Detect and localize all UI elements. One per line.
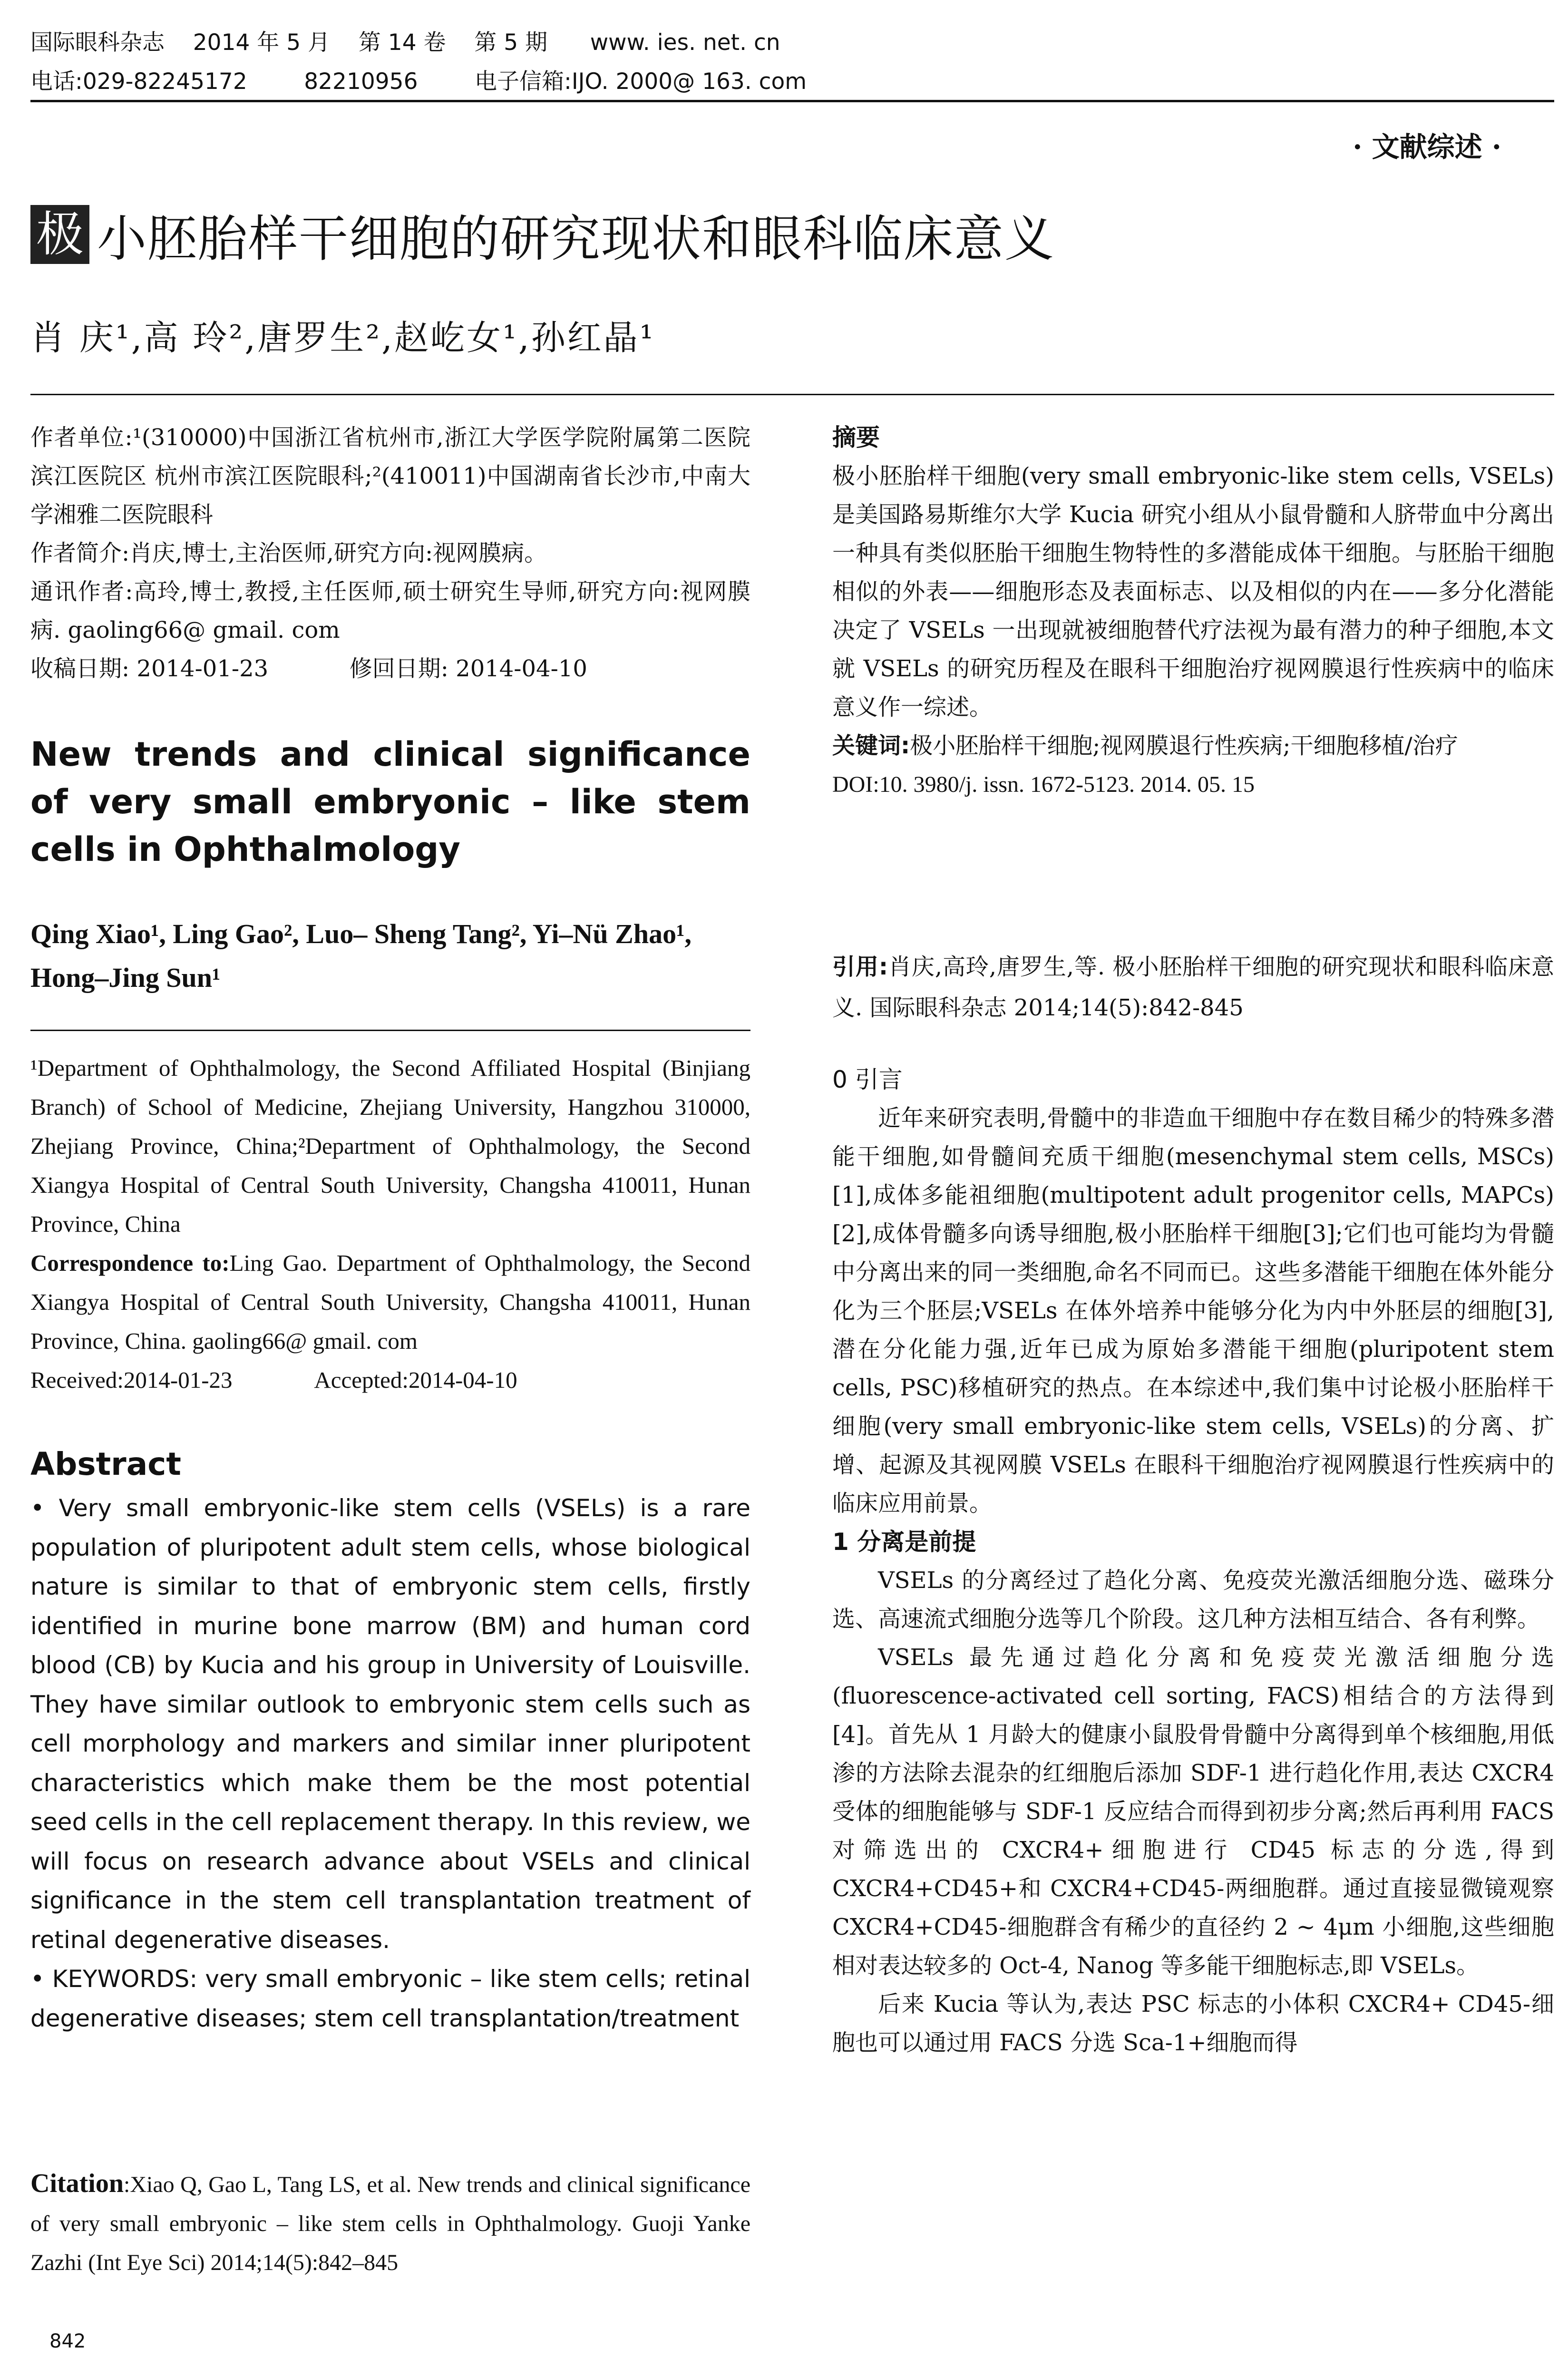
- abstract-body-cn: 极小胚胎样干细胞(very small embryonic-like stem cells, VSELs)是美国路易斯维尔大学 Kucia 研究小组从小鼠骨髓和人脐带血中分离出一种具有类似胚胎干细胞生物特性的多潜能成体干细胞。与胚胎干细胞相似的外表——细胞形态及表面标志、以及相似的内在——多分化潜能决定了 VSELs 一出现就被细胞替代疗法视为最有潜力的种子细胞,本文就 VSELs 的研究历程及在眼科干细胞治疗视网膜退行性疾病中的临床意义作一综述。: [832, 463, 1554, 721]
- english-correspondence: [30, 1244, 750, 1361]
- author-intro-cn: 作者简介:肖庆,博士,主治医师,研究方向:视网膜病。: [30, 540, 547, 566]
- english-authors: Qing Xiao¹, Ling Gao², Luo– Sheng Tang², Yi–Nü Zhao¹, Hong–Jing Sun¹: [30, 918, 692, 993]
- page-number: 842: [49, 2330, 86, 2352]
- intro-paragraph: 近年来研究表明,骨髓中的非造血干细胞中存在数目稀少的特殊多潜能干细胞,如骨髓间充质干细胞(mesenchymal stem cells, MSCs)[1],成体多能祖细胞(multipotent adult progenitor cells, MAPCs)[2],成体骨髓多向诱导细胞,极小胚胎样干细胞[3];它们也可能均为骨髓中分离出来的同一类细胞,命名不同而已。这些多潜能干细胞在体外能分化为三个胚层;VSELs 在体外培养中能够分化为内中外胚层的细胞[3],潜在分化能力强,近年已成为原始多潜能干细胞(pluripotent stem cells, PSC)移植研究的热点。在本综述中,我们集中讨论极小胚胎样干细胞(very small embryonic-like stem cells, VSELs)的分离、扩增、起源及其视网膜 VSELs 在眼科干细胞治疗视网膜退行性疾病中的临床应用前景。: [832, 1105, 1554, 1517]
- citation-label-cn: 引用:: [832, 954, 888, 980]
- title-rule: [30, 394, 1554, 395]
- citation-en: [30, 2164, 750, 2282]
- abstract-body-en: • Very small embryonic-like stem cells (VSELs) is a rare population of pluripotent adult stem cells, whose biological nature is similar to that of embryonic stem cells, firstly identified in murine bone marrow (BM) and human cord blood (CB) by Kucia and his group in University of Louisville. They have similar outlook to embryonic stem cells such as cell morphology and markers and similar inner pluripotent characteristics which make them be the most potential seed cells in the cell replacement therapy. In this review, we will focus on research advance about VSELs and clinical significance in the stem cell transplantation treatment of retinal degenerative diseases.: [30, 1494, 750, 1954]
- revised-date-cn: 修回日期: 2014-04-10: [349, 655, 587, 682]
- keywords-cn: [832, 727, 1554, 765]
- intro-heading: 0 引言: [832, 1066, 903, 1093]
- correspondence-label: Correspondence to:: [30, 1250, 230, 1276]
- keywords-text-cn: 极小胚胎样干细胞;视网膜退行性疾病;干细胞移植/治疗: [910, 732, 1458, 759]
- citation-text-en: :Xiao Q, Gao L, Tang LS, et al. New trends and clinical significance of very small embryonic – like stem cells in Ophthalmology. Guoji Yanke Zazhi (Int Eye Sci) 2014;14(5):842–845: [30, 2172, 750, 2275]
- english-title: New trends and clinical significance of very small embryonic – like stem cells in Ophthalmology: [30, 735, 750, 869]
- citation-text-cn: 肖庆,高玲,唐罗生,等. 极小胚胎样干细胞的研究现状和眼科临床意义. 国际眼科杂志 2014;14(5):842-845: [832, 954, 1554, 1021]
- correspondence-text: Ling Gao. Department of Ophthalmology, the Second Xiangya Hospital of Central South University, Changsha 410011, Hunan Province, China. gaoling66@ gmail. com: [30, 1250, 750, 1354]
- english-dates: [30, 1361, 750, 1400]
- abstract-heading-cn: 摘要: [832, 424, 880, 451]
- authors-cn: 肖 庆¹,高 玲²,唐罗生²,赵屹女¹,孙红晶¹: [30, 318, 655, 358]
- authors-rule: [30, 1030, 750, 1031]
- correspondence-cn: 通讯作者:高玲,博士,教授,主任医师,硕士研究生导师,研究方向:视网膜病. gaoling66@ gmail. com: [30, 578, 750, 643]
- title-first-char: 极: [30, 205, 89, 264]
- dates-cn: [30, 650, 750, 688]
- abstract-en: [30, 1489, 750, 2038]
- keywords-en: • KEYWORDS: very small embryonic – like stem cells; retinal degenerative diseases; stem cell transplantation/treatment: [30, 1965, 750, 2032]
- section-tag: · 文献综述 ·: [1353, 131, 1501, 163]
- section1-paragraph-2: VSELs 最先通过趋化分离和免疫荧光激活细胞分选(fluorescence-activated cell sorting, FACS)相结合的方法得到[4]。首先从 1 月龄大的健康小鼠股骨骨髓中分离得到单个核细胞,用低渗的方法除去混杂的红细胞后添加 SDF-1 进行趋化作用,表达 CXCR4 受体的细胞能够与 SDF-1 反应结合而得到初步分离;然后再利用 FACS 对筛选出的 CXCR4+细胞进行 CD45 标志的分选,得到 CXCR4+CD45+和 CXCR4+CD45-两细胞群。通过直接显微镜观察 CXCR4+CD45-细胞群含有稀少的直径约 2 ~ 4μm 小细胞,这些细胞相对表达较多的 Oct-4, Nanog 等多能干细胞标志,即 VSELs。: [832, 1644, 1554, 1979]
- author-info-cn: [30, 419, 750, 688]
- abstract-heading-en: Abstract: [30, 1446, 181, 1482]
- accepted-date-en: Accepted:2014-04-10: [314, 1367, 517, 1393]
- received-date-en: Received:2014-01-23: [30, 1367, 233, 1393]
- doi: DOI:10. 3980/j. issn. 1672-5123. 2014. 05. 15: [832, 772, 1255, 797]
- received-date-cn: 收稿日期: 2014-01-23: [30, 655, 269, 682]
- keywords-label-cn: 关键词:: [832, 732, 910, 759]
- section1-paragraph-3: 后来 Kucia 等认为,表达 PSC 标志的小体积 CXCR4+ CD45-细胞也可以通过用 FACS 分选 Sca-1+细胞而得: [832, 1991, 1554, 2056]
- journal-header-line1: 国际眼科杂志 2014 年 5 月 第 14 卷 第 5 期 www. ies. net. cn: [30, 29, 780, 56]
- abstract-cn: [832, 419, 1554, 804]
- body-text: [832, 1061, 1554, 2062]
- english-affiliation: ¹Department of Ophthalmology, the Second Affiliated Hospital (Binjiang Branch) of School of Medicine, Zhejiang University, Hangzhou 310000, Zhejiang Province, China;²Department of Ophthalmology, the Second Xiangya Hospital of Central South University, Changsha 410011, Hunan Province, China: [30, 1055, 750, 1237]
- affiliation-cn: 作者单位:¹(310000)中国浙江省杭州市,浙江大学医学院附属第二医院滨江医院区 杭州市滨江医院眼科;²(410011)中国湖南省长沙市,中南大学湘雅二医院眼科: [30, 424, 750, 528]
- section1-heading: 1 分离是前提: [832, 1528, 976, 1556]
- title-text: 小胚胎样干细胞的研究现状和眼科临床意义: [97, 210, 1055, 268]
- header-rule: [30, 100, 1554, 102]
- section1-paragraph-1: VSELs 的分离经过了趋化分离、免疫荧光激活细胞分选、磁珠分选、高速流式细胞分选等几个阶段。这几种方法相互结合、各有利弊。: [832, 1567, 1554, 1632]
- journal-header-line2: 电话:029-82245172 82210956 电子信箱:IJO. 2000@ 163. com: [30, 68, 807, 95]
- article-title: [30, 199, 1055, 270]
- english-affiliation-block: [30, 1049, 750, 1400]
- citation-label-en: Citation: [30, 2169, 124, 2198]
- citation-cn: [832, 946, 1554, 1028]
